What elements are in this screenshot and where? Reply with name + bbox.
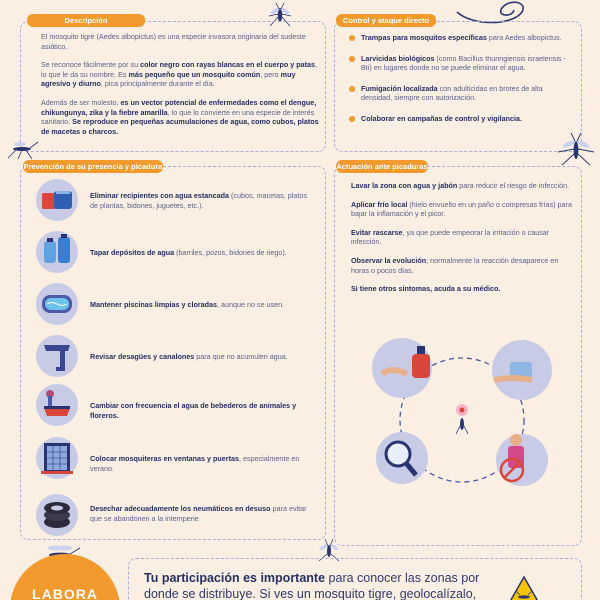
prevention-item-text: Desechar adecuadamente los neumáticos en desuso para evitar que se abandonen a la intemperie: [90, 504, 307, 523]
action-item: Si tiene otros síntomas, acuda a su médico.: [351, 284, 501, 294]
buckets-icon: [36, 179, 78, 221]
prevention-item: [14, 494, 307, 540]
mosquito-icon: [556, 132, 596, 166]
water-jugs-icon: [36, 231, 78, 273]
action-item: Aplicar frío local (hielo envuelto en un paño o compresas frías) para bajar la inflamación y el picor.: [351, 199, 572, 219]
bite-care-cycle-illustration: [362, 330, 562, 505]
description-body: [41, 32, 319, 145]
prevention-item-text: Colocar mosquiteras en ventanas y puertas, especialmente en verano.: [90, 454, 300, 473]
prevention-item: [14, 179, 307, 225]
control-item: Fumigación localizada con adulticidas en brotes de alta densidad, siempre con autorización.: [348, 84, 570, 103]
action-tag: Actuación ante picaduras: [336, 162, 428, 171]
description-tag: Descripción: [27, 14, 145, 27]
action-item: Observar la evolución; normalmente la reacción desaparece en horas o pocos días.: [351, 255, 559, 275]
prevention-item-text: Eliminar recipientes con agua estancada (cubos, macetas, platos de plantas, bidones, juguetes, etc.).: [90, 191, 307, 210]
action-item: Lavar la zona con agua y jabón para reducir el riesgo de infección.: [351, 181, 570, 190]
description-p2: Se reconoce fácilmente por su color negro con rayas blancas en el cuerpo y patas, lo que le da su nombre. Es más pequeño que un mosquito común, pero muy agresivo y diurno, pica principalmente durante el día.: [41, 60, 318, 89]
control-list: [348, 33, 570, 135]
labora-badge: [10, 554, 120, 600]
description-p3: Además de ser molesto, es un vector potencial de enfermedades como el dengue, chikungunya, zika y la fiebre amarilla, lo que lo convierte en una especie de interés sanitario. Se reproduce en pequeñas acumulaciones de agua, como cubos, platos de macetas o charcos.: [41, 97, 319, 136]
prevention-item: [14, 231, 304, 277]
prevention-item: [14, 335, 304, 381]
action-list: [351, 181, 573, 303]
window-net-icon: [36, 437, 78, 479]
prevention-item-text: Cambiar con frecuencia el agua de bebederos de animales y floreros.: [90, 401, 297, 420]
control-item: Colaborar en campañas de control y vigilancia.: [348, 114, 570, 124]
warning-sign-icon: [506, 575, 542, 600]
prevention-tag: Prevención de su presencia y picadura: [23, 162, 163, 171]
prevention-item-text: Revisar desagües y canalones para que no acumulen agua.: [90, 352, 288, 361]
prevention-item: [14, 384, 304, 430]
description-p1: El mosquito tigre (Aedes albopictus) es una especie invasora originaria del sudeste asiático.: [41, 32, 306, 51]
prevention-item-text: Mantener piscinas limpias y cloradas, aunque no se usen.: [90, 300, 285, 309]
pet-bowl-icon: [36, 384, 78, 426]
control-item: Larvicidas biológicos (como Bacillus thuringiensis israelensis - Bti) en lugares donde no se puede eliminar el agua.: [348, 54, 570, 73]
prevention-item-text: Tapar depósitos de agua (barriles, pozos, bidones de riego).: [90, 248, 287, 257]
footer-text: Tu participación es importante para conocer las zonas por donde se distribuye. Si ves un mosquito tigre, geolocalízalo,: [144, 571, 480, 600]
prevention-item: [14, 283, 304, 329]
tires-icon: [36, 494, 78, 536]
action-item: Evitar rascarse, ya que puede empeorar la irritación o causar infección.: [351, 227, 550, 247]
pool-icon: [36, 283, 78, 325]
control-tag: Control y ataque directo: [336, 14, 436, 27]
labora-badge-text: LABORA: [32, 586, 98, 600]
gutter-icon: [36, 335, 78, 377]
prevention-item: [14, 437, 304, 483]
mosquito-icon: [4, 138, 40, 160]
control-item: Trampas para mosquitos específicas para Aedes albopictus.: [348, 33, 570, 43]
